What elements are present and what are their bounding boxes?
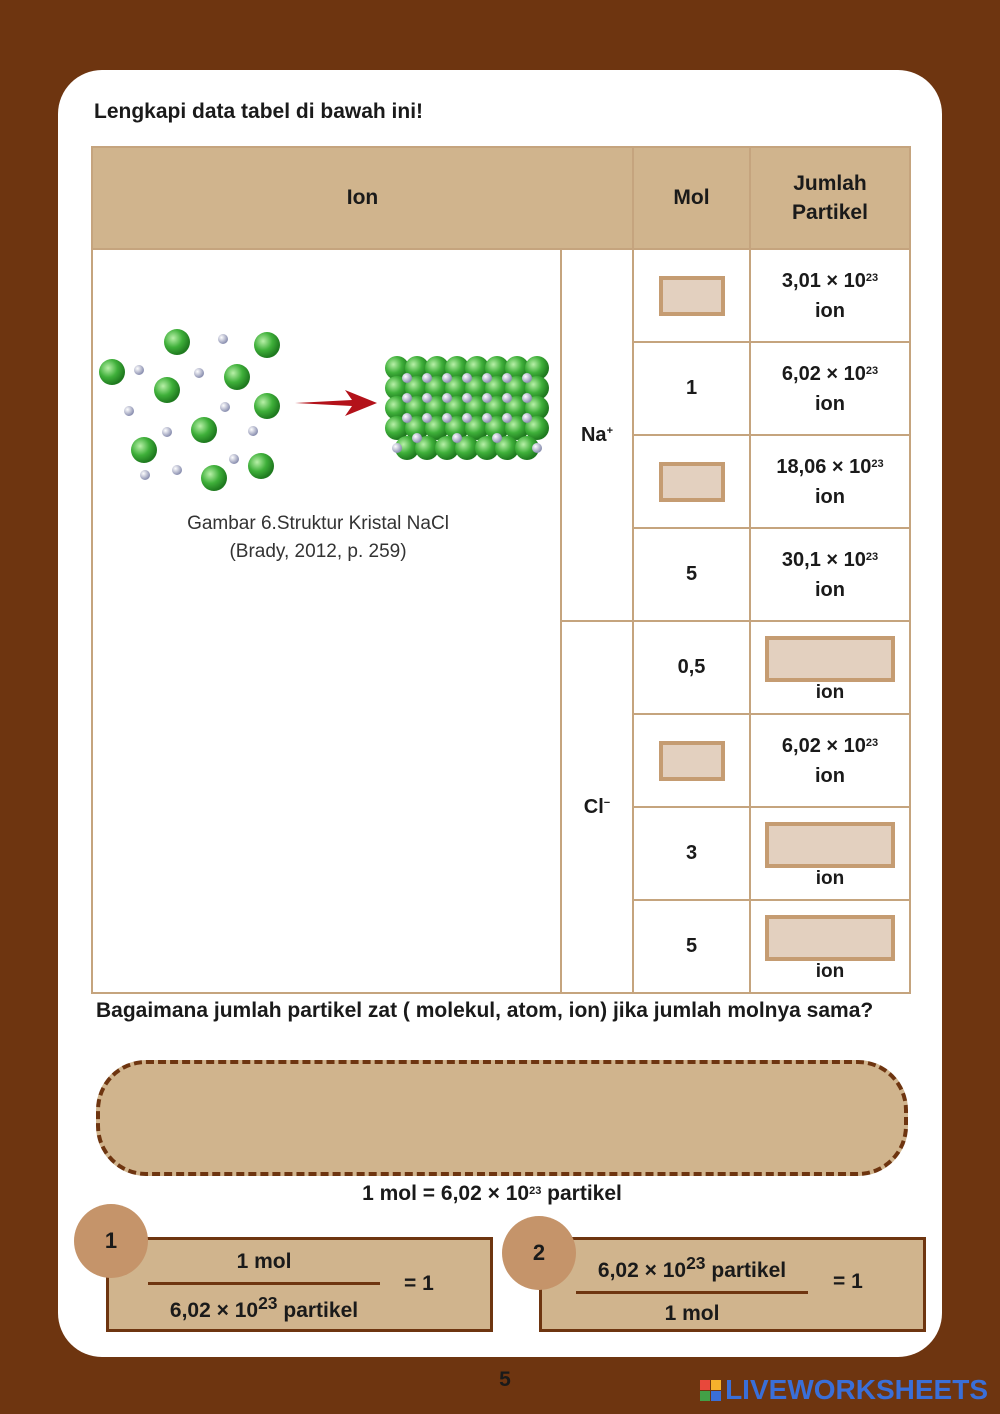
particles-cell: $6,02 \times 10^{23}$ ion [750, 342, 910, 435]
header-particles: Jumlah Partikel [750, 147, 910, 249]
particles-input-8[interactable] [765, 915, 895, 961]
mol-cell: 3 [633, 807, 750, 900]
mol-summary: 1 mol = $6,02 \times 10^{23}$ partikel [362, 1182, 622, 1205]
ion-label-na: Na+ [561, 249, 633, 621]
mol-cell: 5 [633, 528, 750, 621]
ion-data-table [91, 146, 911, 994]
mol-input-cell [633, 435, 750, 528]
formula-2-fraction: $6,02 \times 10^{23}$ partikel 1 mol [576, 1253, 808, 1326]
mol-input-3[interactable] [659, 462, 725, 502]
ion-label-cl: Cl− [561, 621, 633, 993]
arrow-icon [295, 390, 377, 416]
particles-cell: $18,06 \times 10^{23}$ ion [750, 435, 910, 528]
formula-number-2: 2 [502, 1216, 576, 1290]
mol-cell: 0,5 [633, 621, 750, 714]
answer-input[interactable] [96, 1060, 908, 1176]
table-row [92, 249, 910, 342]
formula-2-equals: = 1 [833, 1270, 863, 1293]
fraction-line [576, 1291, 808, 1294]
figure-cell [92, 249, 561, 993]
instruction-text: Lengkapi data tabel di bawah ini! [94, 100, 424, 123]
figure-caption: Gambar 6.Struktur Kristal NaCl (Brady, 2012, p. 259) [187, 513, 449, 562]
particles-input-cell: ion [750, 900, 910, 993]
particles-input-cell: ion [750, 807, 910, 900]
particles-cell: $6,02 \times 10^{23}$ ion [750, 714, 910, 807]
mol-input-cell [633, 714, 750, 807]
page-number: 5 [499, 1368, 511, 1391]
mol-input-cell [633, 249, 750, 342]
particles-input-7[interactable] [765, 822, 895, 868]
nacl-crystal-figure [97, 320, 557, 510]
header-ion: Ion [92, 147, 633, 249]
particles-input-5[interactable] [765, 636, 895, 682]
fraction-line [148, 1282, 380, 1285]
logo-squares-icon [700, 1380, 721, 1401]
mol-cell: 1 [633, 342, 750, 435]
crystal-lattice-group [385, 356, 549, 460]
formula-1-fraction: 1 mol $6,02 \times 10^{23}$ partikel [148, 1250, 380, 1323]
header-mol: Mol [633, 147, 750, 249]
formula-1-equals: = 1 [404, 1272, 434, 1295]
particles-input-cell: ion [750, 621, 910, 714]
liveworksheets-logo: LIVEWORKSHEETS [700, 1374, 988, 1406]
particles-cell: $30,1 \times 10^{23}$ ion [750, 528, 910, 621]
table-header-row [92, 147, 910, 249]
mol-cell: 5 [633, 900, 750, 993]
question-text: Bagaimana jumlah partikel zat ( molekul, atom, ion) jika jumlah molnya sama? [96, 999, 874, 1022]
formula-number-1: 1 [74, 1204, 148, 1278]
mol-input-1[interactable] [659, 276, 725, 316]
particles-cell: $3,01 \times 10^{23}$ ion [750, 249, 910, 342]
mol-input-6[interactable] [659, 741, 725, 781]
loose-ions-group [99, 329, 280, 491]
